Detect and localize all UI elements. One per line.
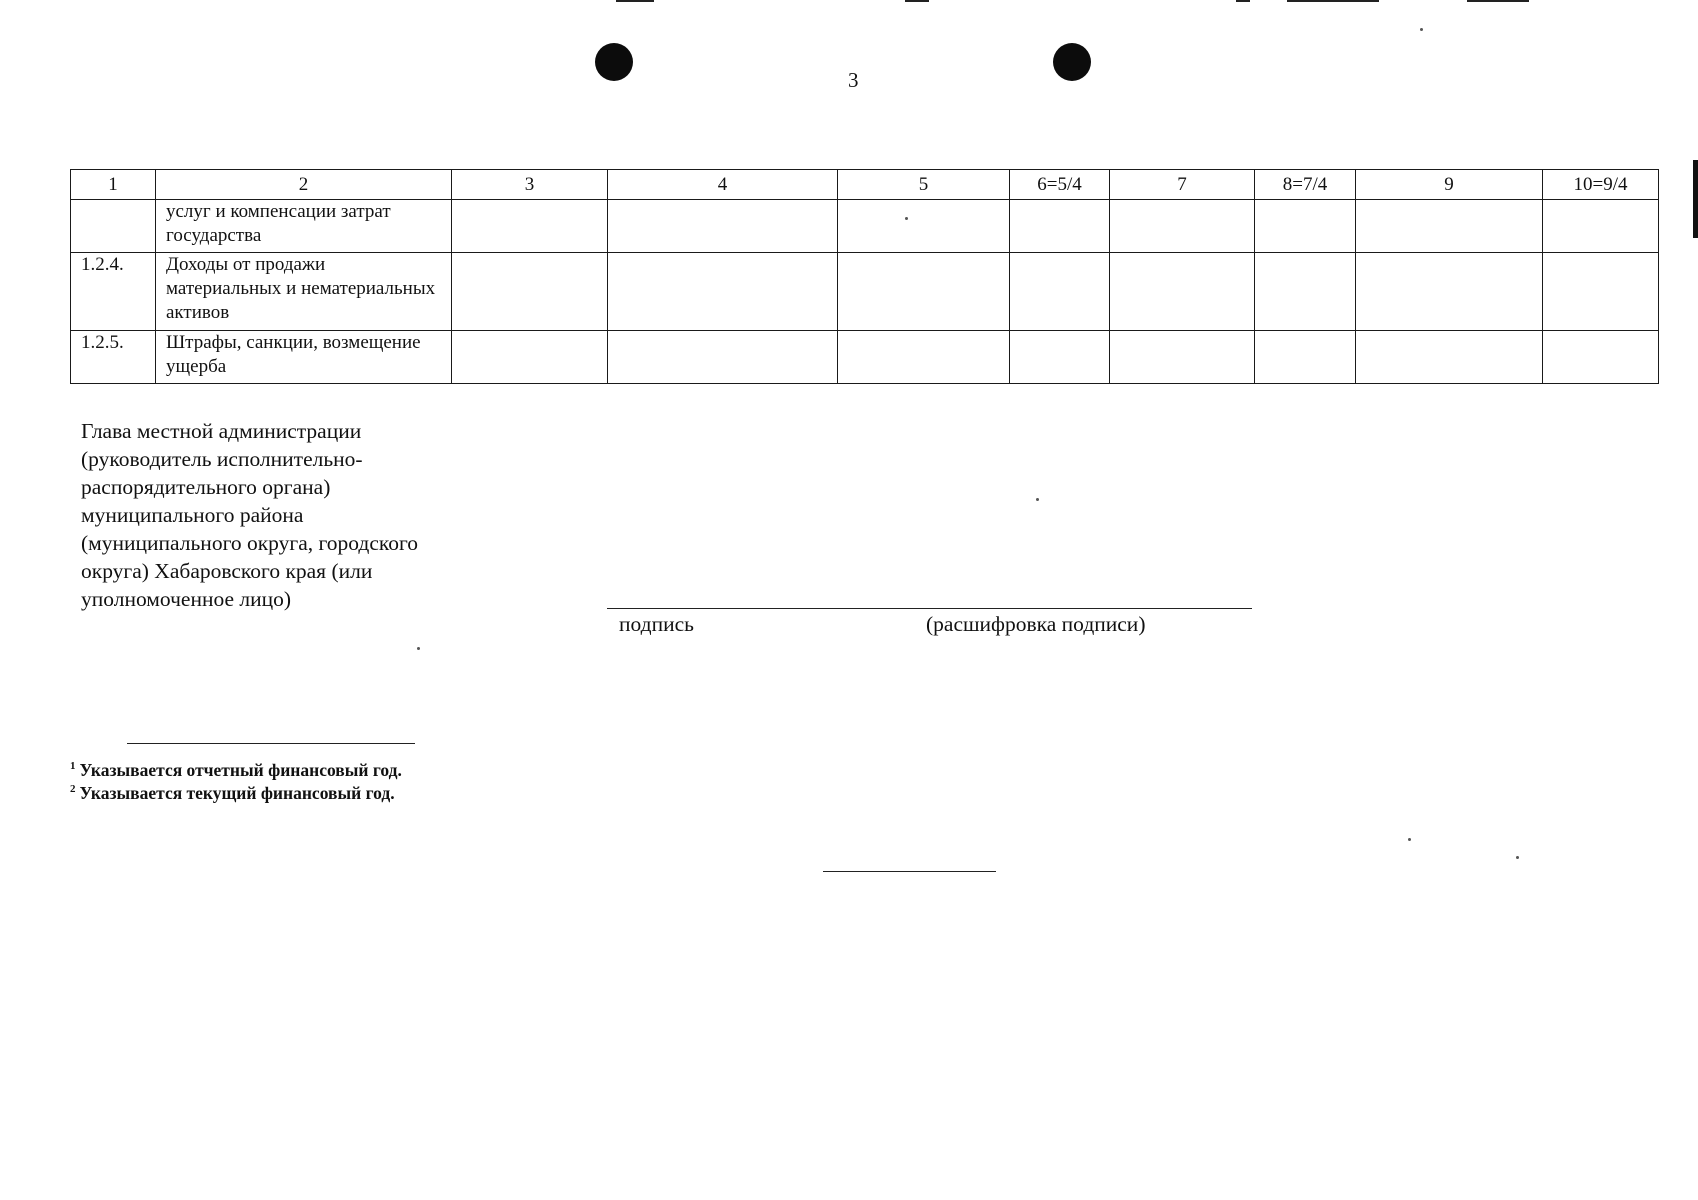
table-cell xyxy=(1356,200,1543,253)
table-cell xyxy=(838,253,1010,331)
footnote xyxy=(70,760,402,781)
scan-speck xyxy=(1516,856,1519,859)
table-cell xyxy=(452,200,608,253)
table-cell xyxy=(1255,200,1356,253)
table-cell xyxy=(608,200,838,253)
table-cell xyxy=(1356,331,1543,384)
row-code: 1.2.4. xyxy=(71,253,156,331)
footnote-mark: 2 xyxy=(70,783,76,796)
scan-speck xyxy=(1420,28,1423,31)
signature-caption: подпись xyxy=(619,612,694,636)
page-number: 3 xyxy=(848,68,859,92)
table-cell xyxy=(1543,200,1659,253)
table-cell xyxy=(1110,253,1255,331)
table-cell xyxy=(838,331,1010,384)
punch-hole-left xyxy=(595,43,633,81)
table-row xyxy=(71,331,1659,384)
row-code xyxy=(71,200,156,253)
table-cell xyxy=(1110,331,1255,384)
table-row xyxy=(71,200,1659,253)
table-cell xyxy=(452,253,608,331)
table-cell xyxy=(1255,331,1356,384)
scan-speck xyxy=(905,217,908,220)
header-cell: 2 xyxy=(156,170,452,200)
row-code: 1.2.5. xyxy=(71,331,156,384)
header-cell: 10=9/4 xyxy=(1543,170,1659,200)
punch-hole-right xyxy=(1053,43,1091,81)
signature-decoding-caption: (расшифровка подписи) xyxy=(926,612,1146,636)
scan-speck xyxy=(1036,498,1039,501)
table-cell xyxy=(1010,253,1110,331)
footnote-text: Указывается отчетный финансовый год. xyxy=(79,760,402,780)
table-header-row xyxy=(71,170,1659,200)
scan-speck xyxy=(417,647,420,650)
header-cell: 7 xyxy=(1110,170,1255,200)
footnote-separator xyxy=(127,743,415,744)
header-cell: 8=7/4 xyxy=(1255,170,1356,200)
footnote xyxy=(70,783,395,804)
table-cell xyxy=(1010,331,1110,384)
row-name: услуг и компенсации затрат государства xyxy=(156,200,452,253)
scan-edge-mark xyxy=(1693,160,1698,238)
row-name: Штрафы, санкции, возмещение ущерба xyxy=(156,331,452,384)
table-row xyxy=(71,253,1659,331)
header-cell: 5 xyxy=(838,170,1010,200)
bottom-rule xyxy=(823,871,996,872)
table-cell xyxy=(838,200,1010,253)
table-cell xyxy=(452,331,608,384)
header-cell: 9 xyxy=(1356,170,1543,200)
table-cell xyxy=(608,253,838,331)
table-cell xyxy=(1255,253,1356,331)
table-cell xyxy=(1356,253,1543,331)
footnote-mark: 1 xyxy=(70,760,76,773)
footnote-text: Указывается текущий финансовый год. xyxy=(79,783,395,803)
row-name: Доходы от продажи материальных и нематериальных активов xyxy=(156,253,452,331)
table-cell xyxy=(608,331,838,384)
table-cell xyxy=(1543,253,1659,331)
signature-line xyxy=(607,608,1252,609)
table-cell xyxy=(1110,200,1255,253)
header-cell: 3 xyxy=(452,170,608,200)
top-edge-marks xyxy=(0,0,1698,12)
signer-title: Глава местной администрации (руководитель исполнительно-распорядительного органа) муниципального района (муниципального округа, городского округа) Хабаровского края (или уполномоченное лицо) xyxy=(81,419,419,611)
header-cell: 1 xyxy=(71,170,156,200)
scan-speck xyxy=(1408,838,1411,841)
table-cell xyxy=(1010,200,1110,253)
header-cell: 4 xyxy=(608,170,838,200)
header-cell: 6=5/4 xyxy=(1010,170,1110,200)
table-cell xyxy=(1543,331,1659,384)
report-table xyxy=(70,169,1659,384)
